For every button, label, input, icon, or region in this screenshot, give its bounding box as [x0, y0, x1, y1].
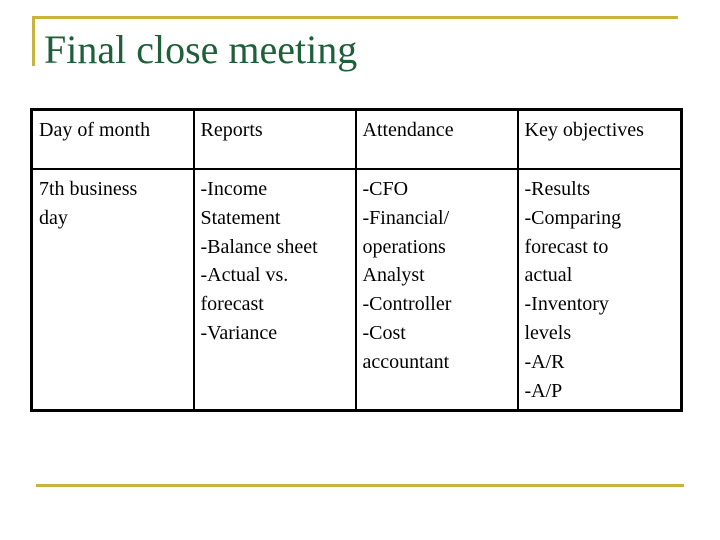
cell-objectives — [518, 169, 682, 411]
table-row — [32, 169, 682, 411]
cell-line: levels — [524, 321, 572, 344]
cell-reports — [194, 169, 356, 411]
header-attendance: Attendance — [356, 110, 518, 170]
cell-line: forecast — [200, 293, 264, 316]
decorative-bottom-line — [36, 484, 684, 487]
cell-line: -Inventory — [524, 293, 609, 316]
cell-line: -A/R — [524, 350, 565, 373]
cell-line: -Cost — [362, 321, 406, 344]
decorative-left-line — [32, 16, 35, 66]
cell-line: day — [39, 206, 68, 229]
cell-line: accountant — [362, 350, 450, 373]
cell-line: -Controller — [362, 293, 452, 316]
cell-line: 7th business — [39, 178, 138, 200]
cell-line: forecast to — [524, 235, 609, 258]
header-reports: Reports — [194, 110, 356, 170]
cell-line: -Variance — [200, 321, 278, 344]
header-key-objectives: Key objectives — [518, 110, 682, 170]
cell-line: operations — [362, 235, 446, 258]
cell-line: -Comparing — [524, 206, 622, 229]
meeting-table — [30, 108, 683, 412]
cell-line: -Balance sheet — [200, 235, 318, 258]
table-header-row — [32, 110, 682, 170]
cell-line: -A/P — [524, 379, 563, 402]
cell-line: -Income — [200, 178, 268, 200]
header-day-of-month: Day of month — [32, 110, 194, 170]
cell-line: actual — [524, 264, 573, 287]
cell-line: -Results — [524, 178, 591, 200]
cell-line: Statement — [200, 206, 281, 229]
cell-line: Analyst — [362, 264, 425, 287]
cell-day — [32, 169, 194, 411]
cell-line: -Financial/ — [362, 206, 450, 229]
cell-line: -CFO — [362, 178, 409, 200]
slide-title: Final close meeting — [44, 27, 358, 72]
decorative-top-line — [32, 16, 678, 19]
cell-attendance — [356, 169, 518, 411]
cell-line: -Actual vs. — [200, 264, 289, 287]
